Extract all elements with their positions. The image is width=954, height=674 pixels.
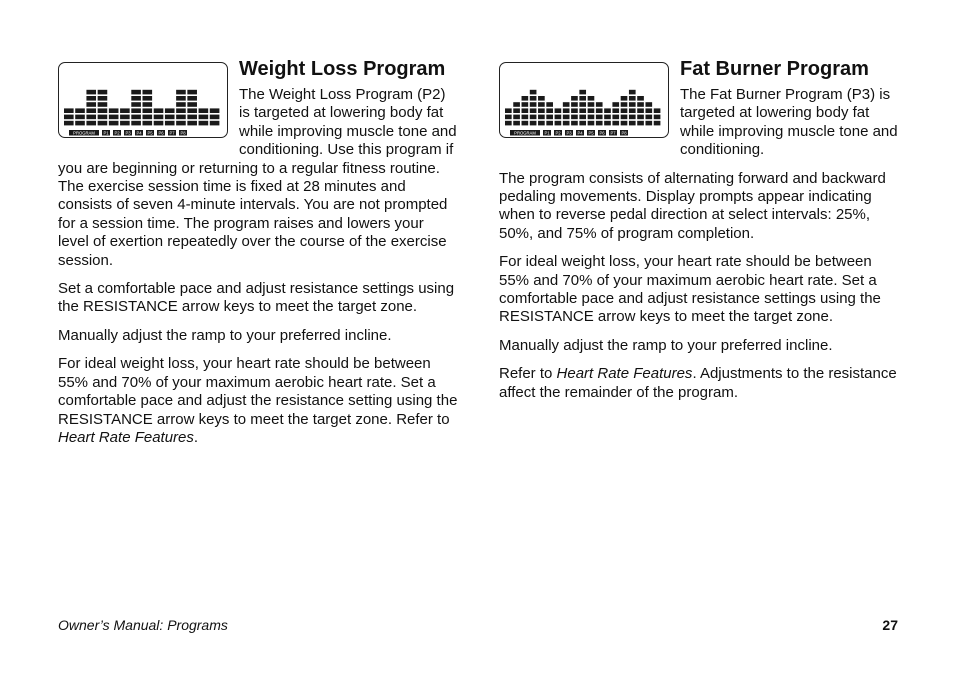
fat-burner-profile-segment bbox=[530, 96, 537, 101]
weight-loss-resistance-text: Set a comfortable pace and adjust resistance settings using the RESISTANCE arrow keys to meet the target zone. bbox=[58, 280, 455, 316]
weight-loss-profile-segment bbox=[165, 108, 175, 113]
fat-burner-section bbox=[499, 58, 899, 412]
weight-loss-profile-segment bbox=[143, 121, 153, 126]
weight-loss-profile-segment bbox=[75, 108, 85, 113]
fat-burner-profile-segment bbox=[513, 102, 520, 107]
fat-burner-refer-suffix: . Adjustments to the resistance affect the remainder of the program. bbox=[499, 365, 897, 401]
weight-loss-profile-segment bbox=[131, 121, 141, 126]
fat-burner-profile-segment bbox=[522, 108, 529, 113]
fat-burner-profile-segment bbox=[588, 121, 595, 126]
fat-burner-profile-segment bbox=[563, 108, 570, 113]
weight-loss-profile-segment bbox=[75, 121, 85, 126]
fat-burner-profile-segment bbox=[612, 102, 619, 107]
fat-burner-profile-segment bbox=[621, 102, 628, 107]
fat-burner-program-label: PROGRAM bbox=[514, 130, 536, 136]
fat-burner-program-label: P6 bbox=[599, 130, 605, 136]
weight-loss-profile-segment bbox=[86, 115, 96, 120]
weight-loss-ramp-text: Manually adjust the ramp to your preferred incline. bbox=[58, 326, 392, 344]
fat-burner-program-label: P8 bbox=[621, 130, 627, 136]
weight-loss-profile-segment bbox=[176, 96, 186, 101]
fat-burner-profile-segment bbox=[546, 102, 553, 107]
weight-loss-profile-segment bbox=[98, 96, 108, 101]
weight-loss-profile-segment bbox=[210, 115, 220, 120]
fat-burner-profile-segment bbox=[530, 121, 537, 126]
fat-burner-profile-segment bbox=[629, 121, 636, 126]
fat-burner-profile-segment bbox=[637, 115, 644, 120]
weight-loss-profile-segment bbox=[187, 115, 197, 120]
fat-burner-profile-segment bbox=[505, 108, 512, 113]
fat-burner-profile-segment bbox=[579, 121, 586, 126]
weight-loss-profile-segment bbox=[187, 96, 197, 101]
weight-loss-profile-segment bbox=[199, 115, 209, 120]
fat-burner-profile-segment bbox=[654, 115, 661, 120]
weight-loss-profile-segment bbox=[176, 115, 186, 120]
fat-burner-profile-segment bbox=[621, 115, 628, 120]
fat-burner-profile-segment bbox=[538, 108, 545, 113]
weight-loss-profile-segment bbox=[154, 115, 164, 120]
fat-burner-profile-segment bbox=[522, 121, 529, 126]
fat-burner-profile-segment bbox=[522, 96, 529, 101]
fat-burner-profile-segment bbox=[612, 108, 619, 113]
fat-burner-heart-rate-reference: Heart Rate Features bbox=[556, 365, 693, 383]
fat-burner-profile-segment bbox=[637, 108, 644, 113]
weight-loss-program-label: P1 bbox=[103, 130, 109, 136]
fat-burner-profile-segment bbox=[579, 102, 586, 107]
weight-loss-program-label: PROGRAM bbox=[73, 130, 95, 136]
weight-loss-profile-segment bbox=[131, 90, 141, 95]
weight-loss-profile-segment bbox=[64, 108, 74, 113]
weight-loss-profile-segment bbox=[143, 108, 153, 113]
weight-loss-profile-segment bbox=[109, 115, 119, 120]
fat-burner-profile-segment bbox=[645, 108, 652, 113]
fat-burner-profile-segment bbox=[538, 96, 545, 101]
weight-loss-profile-segment bbox=[143, 115, 153, 120]
fat-burner-profile-segment bbox=[530, 108, 537, 113]
weight-loss-profile-segment bbox=[120, 115, 130, 120]
fat-burner-profile-segment bbox=[513, 115, 520, 120]
weight-loss-profile-segment bbox=[98, 90, 108, 95]
weight-loss-profile-segment bbox=[143, 96, 153, 101]
fat-burner-refer-prefix: Refer to bbox=[499, 365, 557, 383]
weight-loss-profile-segment bbox=[143, 90, 153, 95]
fat-burner-profile-segment bbox=[563, 121, 570, 126]
weight-loss-program-label: P6 bbox=[158, 130, 164, 136]
weight-loss-profile-segment bbox=[64, 121, 74, 126]
fat-burner-profile-segment bbox=[596, 102, 603, 107]
fat-burner-profile-segment bbox=[571, 115, 578, 120]
weight-loss-profile-segment bbox=[199, 121, 209, 126]
weight-loss-profile-segment bbox=[98, 121, 108, 126]
weight-loss-profile-display bbox=[58, 62, 228, 138]
fat-burner-program-label: P3 bbox=[566, 130, 572, 136]
weight-loss-profile-segment bbox=[154, 108, 164, 113]
weight-loss-profile-segment bbox=[64, 115, 74, 120]
weight-loss-hr-body: For ideal weight loss, your heart rate should be between 55% and 70% of your maximum aerobic heart rate. Set a comfortable pace and adjust the resistance setting using the RESISTANCE arrow keys to meet the target zone. bbox=[58, 355, 458, 428]
fat-burner-profile-segment bbox=[645, 115, 652, 120]
weight-loss-profile-segment bbox=[210, 121, 220, 126]
weight-loss-refer-prefix: Refer to bbox=[396, 410, 450, 428]
weight-loss-profile-segment bbox=[187, 108, 197, 113]
fat-burner-profile-segment bbox=[629, 102, 636, 107]
weight-loss-program-label: P2 bbox=[114, 130, 120, 136]
fat-burner-profile-segment bbox=[621, 108, 628, 113]
fat-burner-profile-segment bbox=[629, 96, 636, 101]
fat-burner-profile-segment bbox=[538, 115, 545, 120]
fat-burner-program-label: P5 bbox=[588, 130, 594, 136]
fat-burner-intro: The Fat Burner Program (P3) is targeted at lowering body fat while improving muscle tone and conditioning. bbox=[680, 86, 898, 159]
fat-burner-profile-segment bbox=[596, 115, 603, 120]
fat-burner-profile-segment bbox=[621, 121, 628, 126]
fat-burner-profile-segment bbox=[530, 115, 537, 120]
fat-burner-profile-segment bbox=[654, 121, 661, 126]
fat-burner-profile-segment bbox=[637, 102, 644, 107]
fat-burner-profile-segment bbox=[546, 115, 553, 120]
fat-burner-profile-segment bbox=[604, 115, 611, 120]
fat-burner-profile-segment bbox=[588, 115, 595, 120]
weight-loss-profile-segment bbox=[199, 108, 209, 113]
fat-burner-title: Fat Burner Program bbox=[680, 58, 869, 80]
fat-burner-refer-text bbox=[499, 365, 899, 402]
weight-loss-heart-rate-reference: Heart Rate Features bbox=[58, 428, 194, 446]
weight-loss-profile-segment bbox=[131, 108, 141, 113]
weight-loss-profile-segment bbox=[86, 102, 96, 107]
weight-loss-program-label: P5 bbox=[147, 130, 153, 136]
weight-loss-profile-segment bbox=[120, 108, 130, 113]
fat-burner-ramp-text: Manually adjust the ramp to your preferred incline. bbox=[499, 336, 833, 354]
weight-loss-program-label: P7 bbox=[169, 130, 175, 136]
fat-burner-profile-segment bbox=[563, 115, 570, 120]
fat-burner-profile-segment bbox=[555, 115, 562, 120]
weight-loss-profile-segment bbox=[187, 121, 197, 126]
fat-burner-profile-segment bbox=[571, 102, 578, 107]
fat-burner-profile-segment bbox=[645, 102, 652, 107]
weight-loss-profile-segment bbox=[98, 115, 108, 120]
fat-burner-profile-segment bbox=[505, 115, 512, 120]
fat-burner-profile-segment bbox=[579, 108, 586, 113]
fat-burner-profile-segment bbox=[530, 90, 537, 95]
weight-loss-profile-segment bbox=[86, 108, 96, 113]
fat-burner-profile-segment bbox=[588, 108, 595, 113]
fat-burner-profile-segment bbox=[571, 96, 578, 101]
fat-burner-profile-segment bbox=[579, 96, 586, 101]
fat-burner-program-label: P1 bbox=[544, 130, 550, 136]
fat-burner-profile-segment bbox=[546, 108, 553, 113]
fat-burner-profile-segment bbox=[629, 115, 636, 120]
fat-burner-profile-segment bbox=[522, 102, 529, 107]
weight-loss-profile-segment bbox=[176, 102, 186, 107]
fat-burner-profile-segment bbox=[612, 121, 619, 126]
fat-burner-profile-segment bbox=[546, 121, 553, 126]
fat-burner-profile-segment bbox=[513, 108, 520, 113]
fat-burner-profile-segment bbox=[579, 90, 586, 95]
weight-loss-profile-segment bbox=[176, 90, 186, 95]
fat-burner-profile-segment bbox=[513, 121, 520, 126]
weight-loss-section bbox=[58, 58, 458, 457]
fat-burner-profile-segment bbox=[530, 102, 537, 107]
page-number: 27 bbox=[882, 617, 898, 633]
weight-loss-intro: The Weight Loss Program (P2) is targeted at lowering body fat while improving muscle tone and conditioning. Use this program if you are beginning or returning to a regular fitness routine. The exercise session time is fixed at 28 minutes and consists of seven 4-minute intervals. You are not prompted for a session time. The program raises and lowers your level of exertion repeatedly over the course of the exercise session. bbox=[58, 86, 457, 269]
fat-burner-profile-segment bbox=[522, 115, 529, 120]
weight-loss-profile-segment bbox=[176, 121, 186, 126]
weight-loss-profile-segment bbox=[86, 121, 96, 126]
weight-loss-profile-segment bbox=[131, 115, 141, 120]
fat-burner-profile-segment bbox=[563, 102, 570, 107]
fat-burner-profile-display bbox=[499, 62, 669, 138]
weight-loss-title: Weight Loss Program bbox=[239, 58, 446, 80]
fat-burner-profile-segment bbox=[588, 96, 595, 101]
weight-loss-profile-segment bbox=[165, 115, 175, 120]
weight-loss-profile-segment bbox=[143, 102, 153, 107]
fat-burner-profile-segment bbox=[637, 121, 644, 126]
fat-burner-profile-segment bbox=[629, 90, 636, 95]
fat-burner-program-label: P4 bbox=[577, 130, 583, 136]
weight-loss-program-label: P4 bbox=[136, 130, 142, 136]
weight-loss-program-label: P3 bbox=[125, 130, 131, 136]
fat-burner-profile-segment bbox=[579, 115, 586, 120]
footer-manual-label: Owner’s Manual: Programs bbox=[58, 617, 228, 633]
fat-burner-profile-segment bbox=[645, 121, 652, 126]
weight-loss-profile-segment bbox=[165, 121, 175, 126]
fat-burner-profile-segment bbox=[637, 96, 644, 101]
fat-burner-profile-segment bbox=[588, 102, 595, 107]
weight-loss-profile-segment bbox=[86, 90, 96, 95]
fat-burner-profile-segment bbox=[571, 121, 578, 126]
fat-burner-profile-graphic bbox=[500, 63, 667, 136]
fat-burner-profile-segment bbox=[555, 108, 562, 113]
weight-loss-program-label: P8 bbox=[180, 130, 186, 136]
weight-loss-profile-graphic bbox=[59, 63, 226, 136]
fat-burner-profile-segment bbox=[596, 108, 603, 113]
weight-loss-profile-segment bbox=[187, 102, 197, 107]
weight-loss-profile-segment bbox=[176, 108, 186, 113]
weight-loss-profile-segment bbox=[98, 108, 108, 113]
weight-loss-heart-rate-text bbox=[58, 355, 458, 447]
weight-loss-profile-segment bbox=[187, 90, 197, 95]
fat-burner-profile-segment bbox=[571, 108, 578, 113]
weight-loss-profile-segment bbox=[86, 96, 96, 101]
fat-burner-heart-rate-text: For ideal weight loss, your heart rate should be between 55% and 70% of your maximum aerobic heart rate. Set a comfortable pace and adjust resistance settings using the RESISTANCE arrow keys to meet the target zone. bbox=[499, 253, 881, 326]
weight-loss-profile-segment bbox=[154, 121, 164, 126]
weight-loss-profile-segment bbox=[109, 121, 119, 126]
fat-burner-profile-segment bbox=[538, 102, 545, 107]
weight-loss-profile-segment bbox=[98, 102, 108, 107]
fat-burner-profile-segment bbox=[604, 121, 611, 126]
fat-burner-profile-segment bbox=[604, 108, 611, 113]
weight-loss-refer-suffix: . bbox=[193, 428, 199, 446]
fat-burner-program-label: P7 bbox=[610, 130, 616, 136]
fat-burner-profile-segment bbox=[538, 121, 545, 126]
fat-burner-profile-segment bbox=[612, 115, 619, 120]
fat-burner-profile-segment bbox=[654, 108, 661, 113]
weight-loss-profile-segment bbox=[131, 102, 141, 107]
fat-burner-program-label: P2 bbox=[555, 130, 561, 136]
fat-burner-profile-segment bbox=[621, 96, 628, 101]
fat-burner-profile-segment bbox=[629, 108, 636, 113]
fat-burner-profile-segment bbox=[555, 121, 562, 126]
weight-loss-profile-segment bbox=[109, 108, 119, 113]
weight-loss-profile-segment bbox=[210, 108, 220, 113]
weight-loss-profile-segment bbox=[75, 115, 85, 120]
fat-burner-profile-segment bbox=[596, 121, 603, 126]
weight-loss-profile-segment bbox=[120, 121, 130, 126]
fat-burner-pedal-text: The program consists of alternating forward and backward pedaling movements. Display prompts appear indicating when to reverse pedal direction at select intervals: 25%, 50%, and 75% of program completion. bbox=[499, 169, 886, 242]
weight-loss-profile-segment bbox=[131, 96, 141, 101]
fat-burner-profile-segment bbox=[505, 121, 512, 126]
